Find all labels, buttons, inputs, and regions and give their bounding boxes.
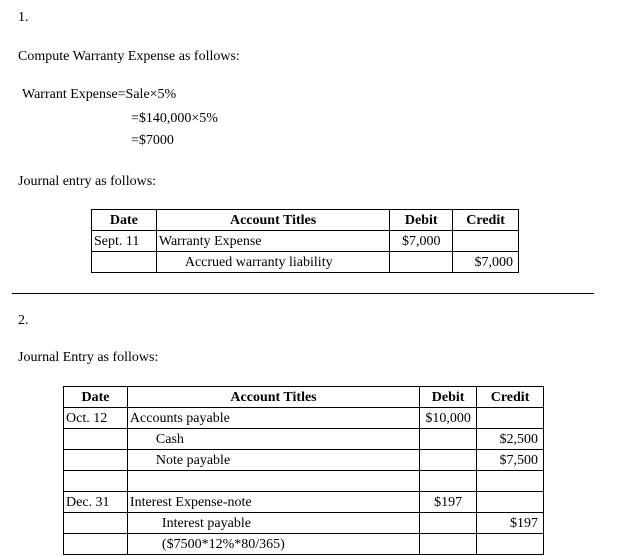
row-date (64, 429, 128, 450)
row-account: Interest Expense-note (127, 492, 419, 513)
row-account (127, 471, 419, 492)
row-date: Dec. 31 (64, 492, 128, 513)
row-credit (453, 231, 519, 252)
journal-table-1-header (92, 210, 519, 231)
part2-number: 2. (18, 313, 29, 328)
row-account: ($7500*12%*80/365) (127, 534, 419, 555)
table-row (64, 492, 544, 513)
row-account: Note payable (127, 450, 419, 471)
row-account: Accounts payable (127, 408, 419, 429)
part2-journal-intro: Journal Entry as follows: (18, 350, 159, 365)
row-credit (477, 534, 544, 555)
section-divider (12, 293, 594, 294)
row-date (64, 513, 128, 534)
header-credit: Credit (453, 210, 519, 231)
table-row (64, 534, 544, 555)
row-debit (390, 252, 453, 273)
table-row (92, 231, 519, 252)
header-date: Date (92, 210, 157, 231)
header-debit: Debit (390, 210, 453, 231)
row-debit (420, 513, 477, 534)
formula-line-3: =$7000 (131, 133, 174, 148)
part1-number: 1. (18, 10, 29, 25)
header-account-titles: Account Titles (127, 387, 419, 408)
row-account: Accrued warranty liability (156, 252, 389, 273)
row-date (92, 252, 157, 273)
part1-intro: Compute Warranty Expense as follows: (18, 49, 240, 64)
row-credit: $2,500 (477, 429, 544, 450)
table-row (64, 513, 544, 534)
row-credit (477, 408, 544, 429)
row-debit (420, 429, 477, 450)
header-debit: Debit (420, 387, 477, 408)
row-credit: $7,000 (453, 252, 519, 273)
header-account-titles: Account Titles (156, 210, 389, 231)
row-account: Cash (127, 429, 419, 450)
table-row (64, 408, 544, 429)
table-row (64, 429, 544, 450)
journal-table-2-header (64, 387, 544, 408)
row-date: Sept. 11 (92, 231, 157, 252)
table-row (64, 450, 544, 471)
row-debit: $10,000 (420, 408, 477, 429)
table-row (64, 471, 544, 492)
journal-table-2 (63, 386, 544, 555)
part1-journal-intro: Journal entry as follows: (18, 174, 157, 189)
row-credit: $197 (477, 513, 544, 534)
journal-table-1 (91, 209, 519, 273)
row-date (64, 471, 128, 492)
table-row (92, 252, 519, 273)
row-debit: $197 (420, 492, 477, 513)
row-date: Oct. 12 (64, 408, 128, 429)
row-debit (420, 450, 477, 471)
row-credit (477, 471, 544, 492)
row-credit: $7,500 (477, 450, 544, 471)
formula-line-2: =$140,000×5% (131, 111, 218, 126)
row-account: Warranty Expense (156, 231, 389, 252)
header-credit: Credit (477, 387, 544, 408)
row-date (64, 534, 128, 555)
header-date: Date (64, 387, 128, 408)
row-debit: $7,000 (390, 231, 453, 252)
row-date (64, 450, 128, 471)
row-debit (420, 534, 477, 555)
row-credit (477, 492, 544, 513)
row-debit (420, 471, 477, 492)
row-account: Interest payable (127, 513, 419, 534)
formula-line-1: Warrant Expense=Sale×5% (22, 87, 177, 102)
